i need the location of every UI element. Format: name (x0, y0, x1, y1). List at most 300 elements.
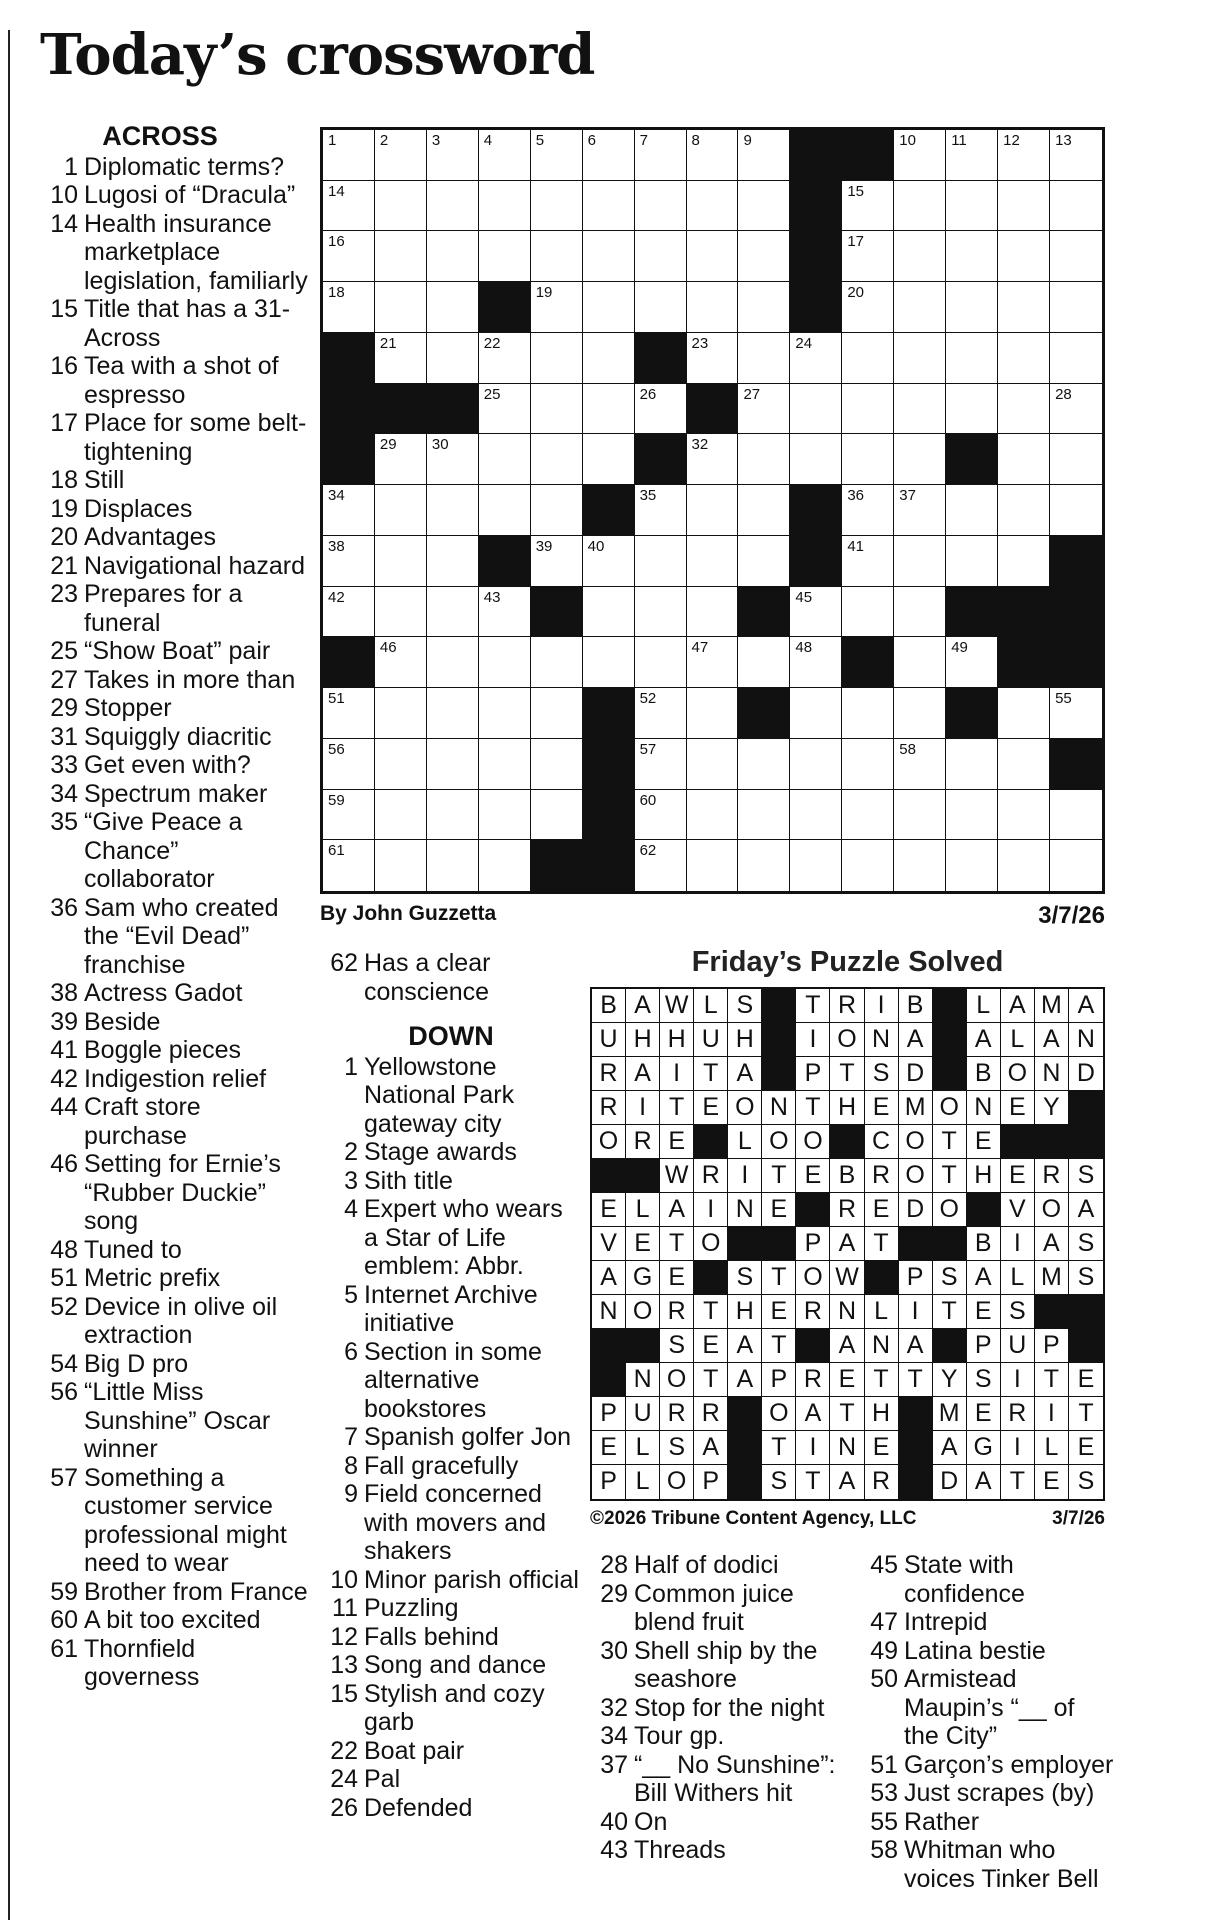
clue-item[interactable] (590, 1836, 860, 1865)
grid-cell[interactable] (323, 739, 375, 790)
grid-cell[interactable] (946, 231, 998, 282)
grid-cell[interactable] (790, 790, 842, 841)
clue-item[interactable] (860, 1836, 1115, 1893)
grid-cell[interactable] (998, 688, 1050, 739)
clue-number: 56 (50, 1378, 78, 1406)
grid-cell[interactable] (790, 333, 842, 384)
grid-cell[interactable] (1050, 434, 1102, 485)
grid-cell[interactable] (894, 434, 946, 485)
grid-cell[interactable] (842, 282, 894, 333)
grid-cell[interactable] (687, 181, 739, 232)
clue-item[interactable] (320, 1195, 582, 1281)
grid-cell[interactable] (946, 637, 998, 688)
grid-cell[interactable] (894, 485, 946, 536)
grid-cell[interactable] (323, 688, 375, 739)
grid-cell[interactable] (946, 181, 998, 232)
grid-block (1050, 739, 1102, 790)
grid-cell[interactable] (427, 739, 479, 790)
clue-number: 1 (64, 152, 78, 181)
solution-block (626, 1159, 660, 1193)
cell-number: 36 (847, 487, 865, 505)
grid-cell[interactable] (738, 231, 790, 282)
grid-cell[interactable] (531, 130, 583, 181)
clue-item[interactable] (40, 352, 310, 409)
grid-cell[interactable] (842, 739, 894, 790)
grid-cell[interactable] (583, 637, 635, 688)
grid-cell[interactable] (998, 739, 1050, 790)
clue-item[interactable] (40, 210, 310, 296)
grid-cell[interactable] (375, 536, 427, 587)
clue-item[interactable] (40, 466, 310, 495)
clue-item[interactable] (320, 1765, 582, 1794)
solution-cell: L (1001, 1261, 1035, 1295)
grid-cell[interactable] (894, 536, 946, 587)
grid-cell[interactable] (894, 282, 946, 333)
clue-item[interactable] (860, 1665, 1115, 1751)
grid-cell[interactable] (531, 434, 583, 485)
grid-cell[interactable] (894, 840, 946, 891)
clue-item[interactable] (40, 1635, 310, 1692)
clue-item[interactable] (320, 1053, 582, 1139)
solution-cell: O (762, 1125, 796, 1159)
grid-cell[interactable] (998, 130, 1050, 181)
solution-cell: A (626, 1057, 660, 1091)
clue-item[interactable] (40, 181, 310, 210)
clue-item[interactable] (590, 1637, 860, 1694)
clue-text: Diplomatic terms? (84, 152, 285, 181)
grid-cell[interactable] (479, 587, 531, 638)
grid-cell[interactable] (635, 485, 687, 536)
grid-cell[interactable] (946, 739, 998, 790)
grid-cell[interactable] (375, 434, 427, 485)
clue-item[interactable] (40, 751, 310, 780)
grid-cell[interactable] (323, 536, 375, 587)
grid-cell[interactable] (479, 231, 531, 282)
grid-cell[interactable] (998, 790, 1050, 841)
solution-cell: L (1001, 1023, 1035, 1057)
grid-cell[interactable] (531, 688, 583, 739)
clue-item[interactable] (320, 1594, 582, 1623)
clue-item[interactable] (320, 949, 582, 1006)
grid-cell[interactable] (323, 840, 375, 891)
grid-cell[interactable] (427, 587, 479, 638)
clue-item[interactable] (590, 1751, 860, 1808)
grid-cell[interactable] (738, 130, 790, 181)
grid-cell[interactable] (427, 231, 479, 282)
solution-cell: P (796, 1057, 830, 1091)
grid-cell[interactable] (790, 688, 842, 739)
grid-cell[interactable] (1050, 688, 1102, 739)
clue-number: 11 (332, 1594, 358, 1622)
grid-cell[interactable] (427, 790, 479, 841)
grid-cell[interactable] (635, 231, 687, 282)
grid-cell[interactable] (635, 790, 687, 841)
grid-cell[interactable] (583, 231, 635, 282)
grid-cell[interactable] (427, 485, 479, 536)
grid-cell[interactable] (894, 333, 946, 384)
grid-cell[interactable] (842, 231, 894, 282)
clue-item[interactable] (40, 1065, 310, 1094)
grid-cell[interactable] (894, 637, 946, 688)
grid-cell[interactable] (375, 587, 427, 638)
grid-cell[interactable] (1050, 840, 1102, 891)
grid-cell[interactable] (375, 840, 427, 891)
grid-cell[interactable] (635, 739, 687, 790)
grid-cell[interactable] (842, 181, 894, 232)
clue-item[interactable] (860, 1608, 1115, 1637)
grid-cell[interactable] (583, 282, 635, 333)
grid-cell[interactable] (738, 434, 790, 485)
grid-cell[interactable] (531, 485, 583, 536)
puzzle-date: 3/7/26 (1038, 902, 1105, 929)
grid-cell[interactable] (687, 130, 739, 181)
clue-item[interactable] (320, 1338, 582, 1424)
grid-cell[interactable] (531, 790, 583, 841)
clue-item[interactable] (40, 1464, 310, 1578)
clue-number: 19 (50, 494, 78, 523)
grid-cell[interactable] (842, 587, 894, 638)
grid-cell[interactable] (635, 536, 687, 587)
clue-item[interactable] (590, 1808, 860, 1837)
grid-block (946, 434, 998, 485)
grid-cell[interactable] (427, 840, 479, 891)
grid-cell[interactable] (998, 840, 1050, 891)
grid-cell[interactable] (635, 282, 687, 333)
grid-cell[interactable] (687, 485, 739, 536)
grid-cell[interactable] (583, 333, 635, 384)
clue-item[interactable] (320, 1623, 582, 1652)
solution-block (694, 1261, 728, 1295)
grid-cell[interactable] (1050, 282, 1102, 333)
grid-cell[interactable] (738, 333, 790, 384)
grid-cell[interactable] (1050, 485, 1102, 536)
grid-cell[interactable] (687, 739, 739, 790)
grid-cell[interactable] (738, 485, 790, 536)
solution-cell: R (1001, 1397, 1035, 1431)
grid-cell[interactable] (842, 536, 894, 587)
clue-item[interactable] (40, 153, 310, 182)
clue-item[interactable] (40, 979, 310, 1008)
grid-cell[interactable] (687, 840, 739, 891)
clue-item[interactable] (40, 295, 310, 352)
grid-cell[interactable] (583, 434, 635, 485)
grid-cell[interactable] (946, 536, 998, 587)
grid-cell[interactable] (894, 587, 946, 638)
clue-item[interactable] (40, 1008, 310, 1037)
grid-cell[interactable] (375, 333, 427, 384)
crossword-grid[interactable] (320, 127, 1105, 894)
grid-cell[interactable] (738, 840, 790, 891)
grid-cell[interactable] (427, 536, 479, 587)
clue-item[interactable] (40, 495, 310, 524)
clue-item[interactable] (40, 894, 310, 980)
grid-cell[interactable] (1050, 333, 1102, 384)
grid-cell[interactable] (687, 587, 739, 638)
clue-item[interactable] (40, 1293, 310, 1350)
grid-cell[interactable] (375, 130, 427, 181)
grid-cell[interactable] (946, 130, 998, 181)
grid-cell[interactable] (946, 333, 998, 384)
grid-cell[interactable] (375, 790, 427, 841)
solution-cell: P (967, 1329, 1001, 1363)
clue-text: “Show Boat” pair (84, 637, 271, 665)
grid-cell[interactable] (479, 739, 531, 790)
grid-cell[interactable] (531, 181, 583, 232)
grid-cell[interactable] (323, 790, 375, 841)
grid-cell[interactable] (946, 384, 998, 435)
grid-cell[interactable] (635, 688, 687, 739)
clue-item[interactable] (40, 1578, 310, 1607)
grid-cell[interactable] (790, 739, 842, 790)
grid-cell[interactable] (738, 790, 790, 841)
clue-item[interactable] (320, 1566, 582, 1595)
grid-cell[interactable] (635, 130, 687, 181)
grid-cell[interactable] (323, 587, 375, 638)
clue-item[interactable] (320, 1651, 582, 1680)
grid-cell[interactable] (323, 231, 375, 282)
clue-item[interactable] (590, 1580, 860, 1637)
grid-cell[interactable] (687, 333, 739, 384)
grid-cell[interactable] (427, 434, 479, 485)
grid-cell[interactable] (687, 282, 739, 333)
grid-cell[interactable] (894, 130, 946, 181)
grid-cell[interactable] (375, 231, 427, 282)
clue-item[interactable] (40, 1093, 310, 1150)
grid-cell[interactable] (427, 130, 479, 181)
grid-cell[interactable] (790, 840, 842, 891)
grid-cell[interactable] (427, 688, 479, 739)
down-heading: DOWN (408, 1021, 494, 1051)
clue-item[interactable] (40, 523, 310, 552)
solution-cell: A (899, 1023, 933, 1057)
grid-cell[interactable] (375, 181, 427, 232)
grid-cell[interactable] (738, 739, 790, 790)
grid-cell[interactable] (635, 840, 687, 891)
grid-cell[interactable] (479, 333, 531, 384)
clue-item[interactable] (590, 1722, 860, 1751)
grid-cell[interactable] (427, 181, 479, 232)
grid-cell[interactable] (894, 790, 946, 841)
grid-cell[interactable] (427, 333, 479, 384)
grid-cell[interactable] (842, 434, 894, 485)
grid-cell[interactable] (531, 231, 583, 282)
grid-cell[interactable] (635, 181, 687, 232)
grid-block (323, 384, 375, 435)
grid-cell[interactable] (323, 282, 375, 333)
clue-item[interactable] (40, 552, 310, 581)
solution-block (899, 1397, 933, 1431)
clue-item[interactable] (40, 1350, 310, 1379)
clue-item[interactable] (320, 1680, 582, 1737)
grid-cell[interactable] (738, 536, 790, 587)
solution-cell: T (1069, 1397, 1103, 1431)
grid-cell[interactable] (894, 384, 946, 435)
clue-item[interactable] (40, 808, 310, 894)
across-heading: ACROSS (102, 121, 218, 151)
grid-cell[interactable] (894, 231, 946, 282)
clue-item[interactable] (40, 1378, 310, 1464)
grid-cell[interactable] (738, 282, 790, 333)
clue-item[interactable] (320, 1737, 582, 1766)
grid-cell[interactable] (998, 536, 1050, 587)
clue-item[interactable] (40, 1264, 310, 1293)
clue-item[interactable] (860, 1779, 1115, 1808)
grid-cell[interactable] (531, 384, 583, 435)
grid-cell[interactable] (635, 637, 687, 688)
clue-item[interactable] (320, 1480, 582, 1566)
clue-item[interactable] (40, 1236, 310, 1265)
grid-cell[interactable] (531, 282, 583, 333)
grid-cell[interactable] (842, 840, 894, 891)
clue-item[interactable] (40, 1150, 310, 1236)
grid-cell[interactable] (375, 688, 427, 739)
grid-cell[interactable] (946, 840, 998, 891)
grid-cell[interactable] (479, 688, 531, 739)
grid-cell[interactable] (946, 485, 998, 536)
clue-item[interactable] (320, 1452, 582, 1481)
grid-cell[interactable] (635, 587, 687, 638)
grid-cell[interactable] (842, 485, 894, 536)
solution-cell: I (796, 1023, 830, 1057)
clue-item[interactable] (860, 1751, 1115, 1780)
grid-cell[interactable] (894, 739, 946, 790)
grid-cell[interactable] (1050, 231, 1102, 282)
grid-cell[interactable] (635, 384, 687, 435)
grid-cell[interactable] (479, 130, 531, 181)
grid-cell[interactable] (479, 637, 531, 688)
grid-cell[interactable] (790, 587, 842, 638)
cell-number: 10 (899, 132, 916, 149)
grid-cell[interactable] (375, 485, 427, 536)
clue-item[interactable] (40, 694, 310, 723)
grid-cell[interactable] (790, 637, 842, 688)
grid-cell[interactable] (427, 282, 479, 333)
clue-item[interactable] (40, 409, 310, 466)
clue-text: On (634, 1807, 668, 1836)
grid-cell[interactable] (531, 536, 583, 587)
clue-item[interactable] (40, 723, 310, 752)
grid-cell[interactable] (1050, 130, 1102, 181)
grid-cell[interactable] (894, 181, 946, 232)
clue-item[interactable] (320, 1794, 582, 1823)
grid-cell[interactable] (323, 130, 375, 181)
solution-cell: E (660, 1261, 694, 1295)
grid-cell[interactable] (738, 637, 790, 688)
solution-cell: T (762, 1431, 796, 1465)
cell-number: 23 (691, 334, 709, 352)
cell-number: 43 (483, 588, 501, 606)
grid-cell[interactable] (687, 536, 739, 587)
solution-cell: S (1069, 1159, 1103, 1193)
clue-number: 25 (50, 637, 78, 665)
grid-cell[interactable] (998, 333, 1050, 384)
clue-item[interactable] (860, 1808, 1115, 1837)
solution-cell: S (1069, 1227, 1103, 1261)
grid-cell[interactable] (998, 181, 1050, 232)
grid-cell[interactable] (583, 181, 635, 232)
grid-cell[interactable] (687, 688, 739, 739)
clue-item[interactable] (590, 1551, 860, 1580)
grid-cell[interactable] (998, 485, 1050, 536)
clue-item[interactable] (40, 637, 310, 666)
grid-cell[interactable] (583, 130, 635, 181)
grid-cell[interactable] (531, 333, 583, 384)
grid-cell[interactable] (998, 434, 1050, 485)
grid-cell[interactable] (479, 181, 531, 232)
grid-cell[interactable] (894, 688, 946, 739)
grid-cell[interactable] (687, 637, 739, 688)
grid-cell[interactable] (842, 790, 894, 841)
grid-cell[interactable] (583, 536, 635, 587)
grid-cell[interactable] (479, 434, 531, 485)
clue-text: Rather (904, 1807, 980, 1836)
clue-item[interactable] (590, 1694, 860, 1723)
grid-cell[interactable] (790, 434, 842, 485)
grid-cell[interactable] (479, 485, 531, 536)
grid-cell[interactable] (738, 181, 790, 232)
clue-item[interactable] (320, 1138, 582, 1167)
solution-cell: R (694, 1397, 728, 1431)
grid-cell[interactable] (687, 231, 739, 282)
clue-item[interactable] (320, 1423, 582, 1452)
grid-cell[interactable] (531, 637, 583, 688)
grid-cell[interactable] (375, 282, 427, 333)
grid-cell[interactable] (375, 739, 427, 790)
clue-item[interactable] (320, 1167, 582, 1196)
grid-cell[interactable] (687, 790, 739, 841)
grid-cell[interactable] (583, 587, 635, 638)
grid-cell[interactable] (998, 231, 1050, 282)
clue-item[interactable] (860, 1637, 1115, 1666)
grid-cell[interactable] (842, 688, 894, 739)
clue-number: 29 (50, 694, 78, 722)
grid-cell[interactable] (998, 384, 1050, 435)
grid-cell[interactable] (427, 637, 479, 688)
clue-item[interactable] (860, 1551, 1115, 1608)
grid-cell[interactable] (738, 384, 790, 435)
grid-cell[interactable] (479, 840, 531, 891)
grid-cell[interactable] (790, 384, 842, 435)
grid-cell[interactable] (1050, 790, 1102, 841)
clue-item[interactable] (40, 780, 310, 809)
clue-item[interactable] (40, 666, 310, 695)
grid-cell[interactable] (1050, 181, 1102, 232)
grid-cell[interactable] (531, 739, 583, 790)
clue-item[interactable] (40, 1036, 310, 1065)
clue-item[interactable] (320, 1281, 582, 1338)
grid-cell[interactable] (479, 790, 531, 841)
cell-number: 3 (431, 132, 441, 149)
grid-cell[interactable] (842, 333, 894, 384)
grid-cell[interactable] (479, 384, 531, 435)
grid-cell[interactable] (998, 282, 1050, 333)
grid-cell[interactable] (1050, 384, 1102, 435)
grid-cell[interactable] (375, 637, 427, 688)
clue-item[interactable] (40, 580, 310, 637)
grid-cell[interactable] (323, 181, 375, 232)
clue-item[interactable] (40, 1606, 310, 1635)
solution-cell: N (830, 1431, 864, 1465)
solution-block (967, 1193, 1001, 1227)
grid-cell[interactable] (687, 434, 739, 485)
grid-cell[interactable] (583, 384, 635, 435)
grid-cell[interactable] (946, 790, 998, 841)
grid-cell[interactable] (946, 282, 998, 333)
grid-cell[interactable] (323, 485, 375, 536)
solution-cell: I (796, 1431, 830, 1465)
cell-number: 29 (379, 436, 397, 454)
grid-cell[interactable] (842, 384, 894, 435)
